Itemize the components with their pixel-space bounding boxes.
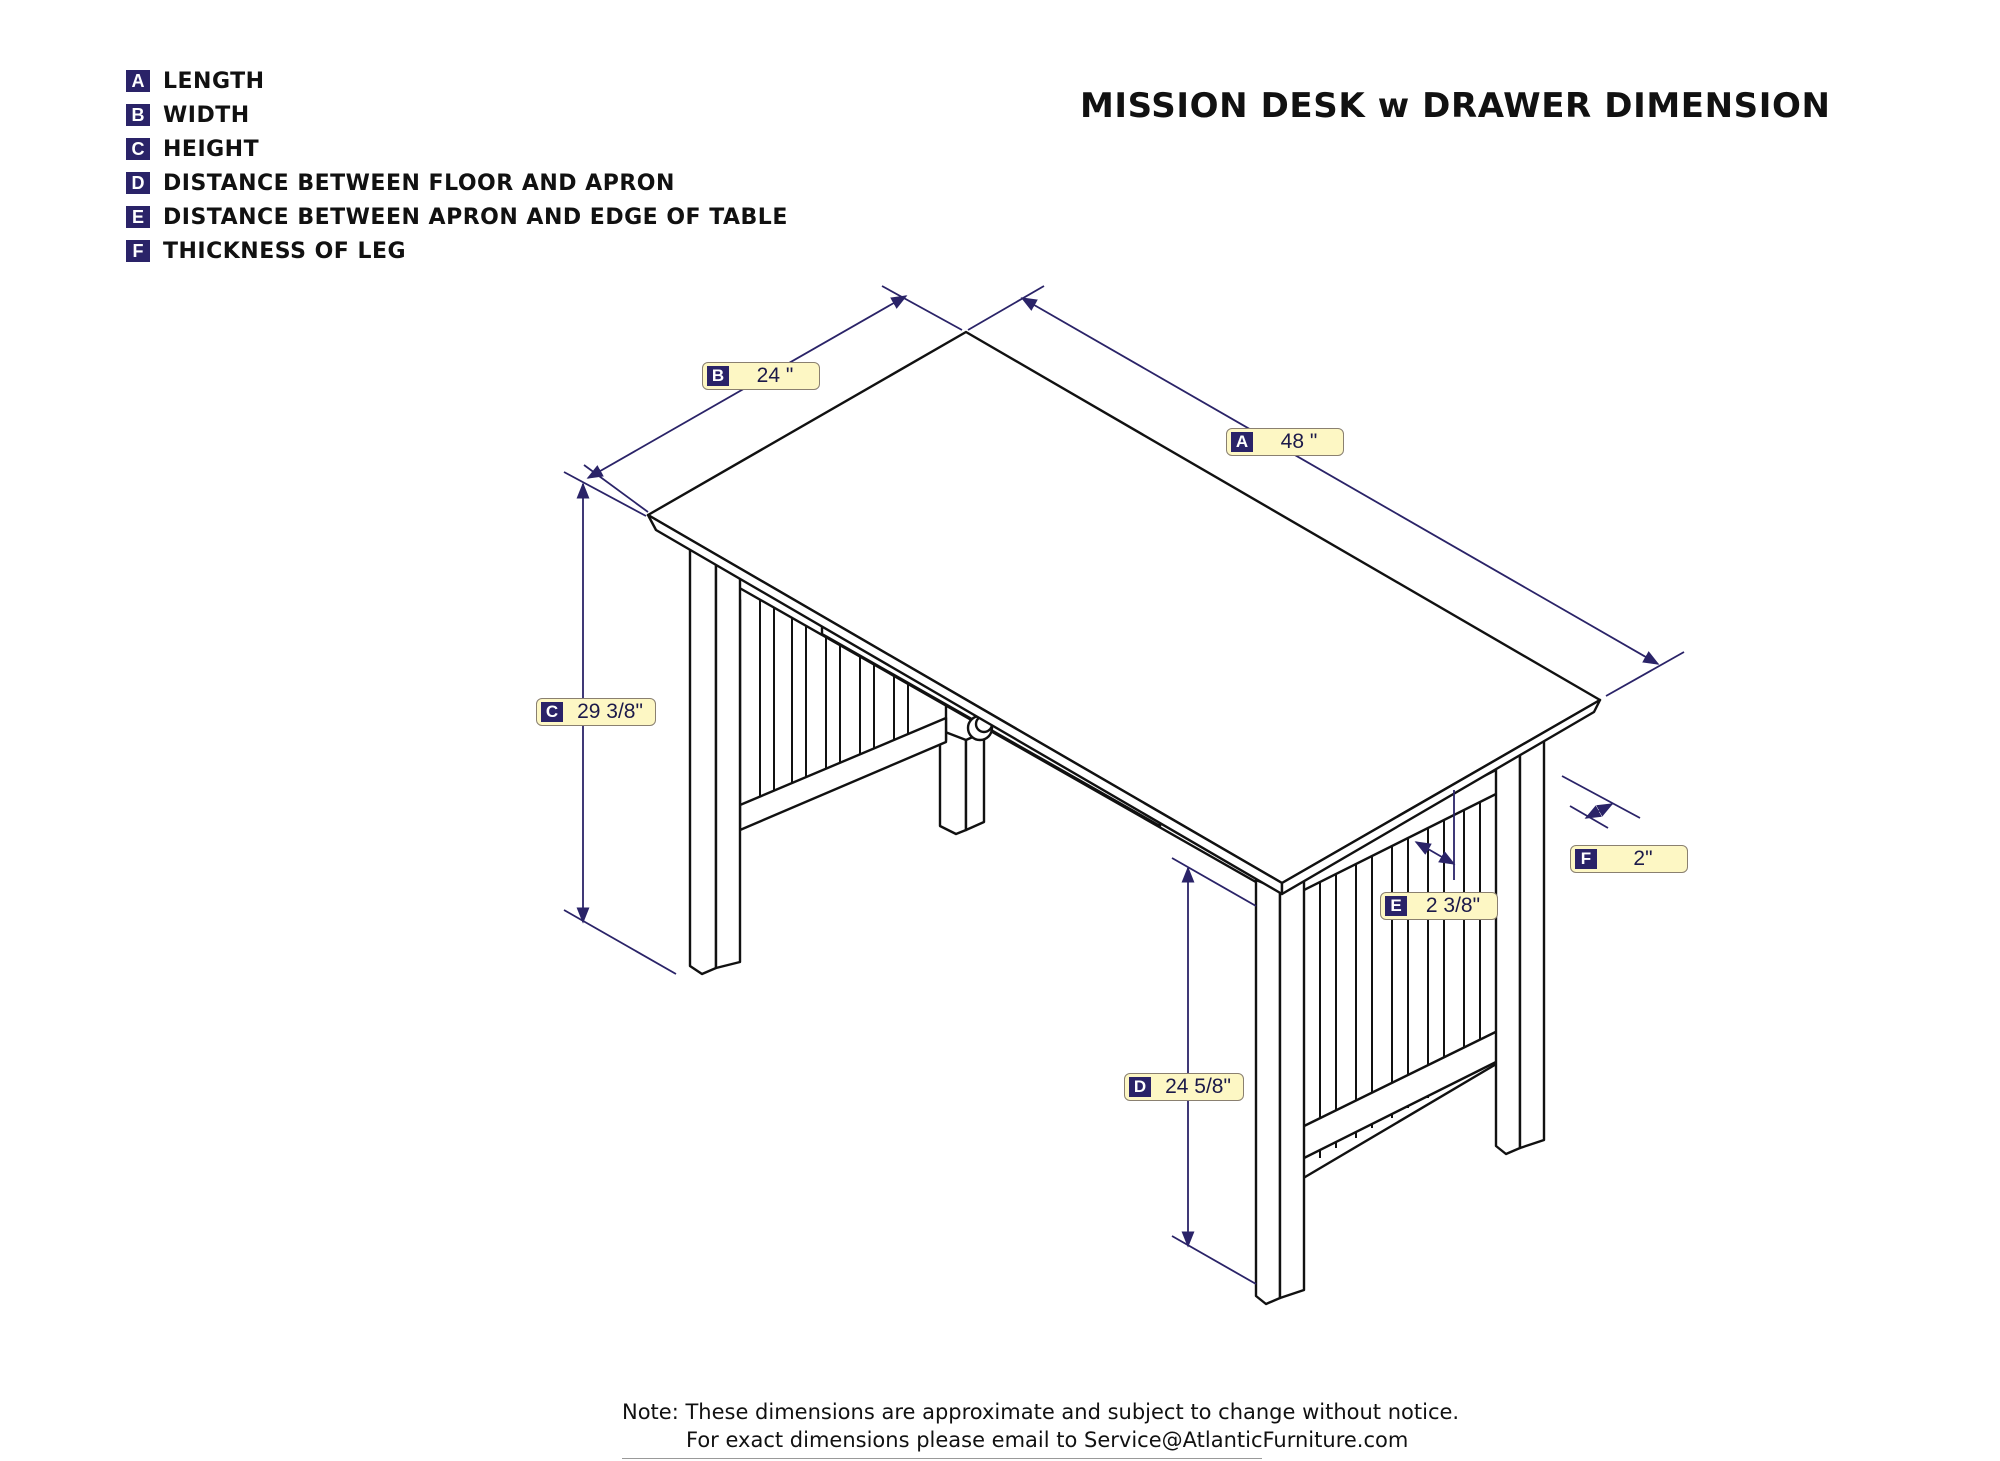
key-badge: E bbox=[126, 206, 150, 228]
key-badge: D bbox=[1129, 1077, 1151, 1097]
dim-label-leg-thickness bbox=[1570, 845, 1688, 873]
note-line-1: Note: These dimensions are approximate and subject to change without notice. bbox=[622, 1400, 1460, 1424]
key-badge: F bbox=[126, 240, 150, 262]
dim-value: 2 3/8" bbox=[1425, 894, 1481, 917]
dim-value: 29 3/8" bbox=[577, 700, 643, 723]
dim-label-length bbox=[1226, 428, 1344, 456]
dim-line-leg-thickness bbox=[1586, 804, 1612, 818]
key-badge: F bbox=[1575, 849, 1597, 869]
legend-label: THICKNESS OF LEG bbox=[163, 238, 407, 264]
dim-value: 48 " bbox=[1280, 430, 1318, 453]
key-badge: A bbox=[1231, 432, 1253, 452]
front-right-leg-side bbox=[1280, 880, 1304, 1298]
legend-label: DISTANCE BETWEEN FLOOR AND APRON bbox=[163, 170, 675, 196]
key-badge: D bbox=[126, 172, 150, 194]
key-badge: E bbox=[1385, 896, 1407, 916]
desk-body bbox=[648, 332, 1600, 1304]
back-left-leg-side bbox=[966, 732, 984, 830]
legend-label: LENGTH bbox=[163, 68, 265, 94]
legend-label: WIDTH bbox=[163, 102, 250, 128]
back-left-leg bbox=[940, 730, 966, 834]
key-badge: C bbox=[541, 702, 563, 722]
page-title: MISSION DESK w DRAWER DIMENSION bbox=[1080, 86, 1831, 126]
back-right-leg bbox=[1496, 740, 1520, 1154]
key-badge: A bbox=[126, 70, 150, 92]
disclaimer-note bbox=[622, 1398, 1459, 1454]
note-line-2: For exact dimensions please email to Service@AtlanticFurniture.com bbox=[686, 1428, 1409, 1452]
legend-label: DISTANCE BETWEEN APRON AND EDGE OF TABLE bbox=[163, 204, 788, 230]
back-right-leg-side bbox=[1520, 732, 1544, 1148]
key-badge: C bbox=[126, 138, 150, 160]
dim-label-width bbox=[702, 362, 820, 390]
legend-label: HEIGHT bbox=[163, 136, 260, 162]
dim-label-height bbox=[536, 698, 656, 726]
dim-label-apron-to-edge bbox=[1380, 892, 1498, 920]
key-badge: B bbox=[707, 366, 729, 386]
key-badge: B bbox=[126, 104, 150, 126]
dim-value: 24 5/8" bbox=[1165, 1075, 1231, 1098]
front-right-leg bbox=[1256, 880, 1280, 1304]
front-left-leg bbox=[690, 548, 716, 974]
front-left-leg-side bbox=[716, 550, 740, 968]
dim-value: 24 " bbox=[756, 364, 794, 387]
dim-value: 2" bbox=[1633, 847, 1653, 870]
dim-label-floor-to-apron bbox=[1124, 1073, 1244, 1101]
note-underline bbox=[622, 1458, 1262, 1459]
